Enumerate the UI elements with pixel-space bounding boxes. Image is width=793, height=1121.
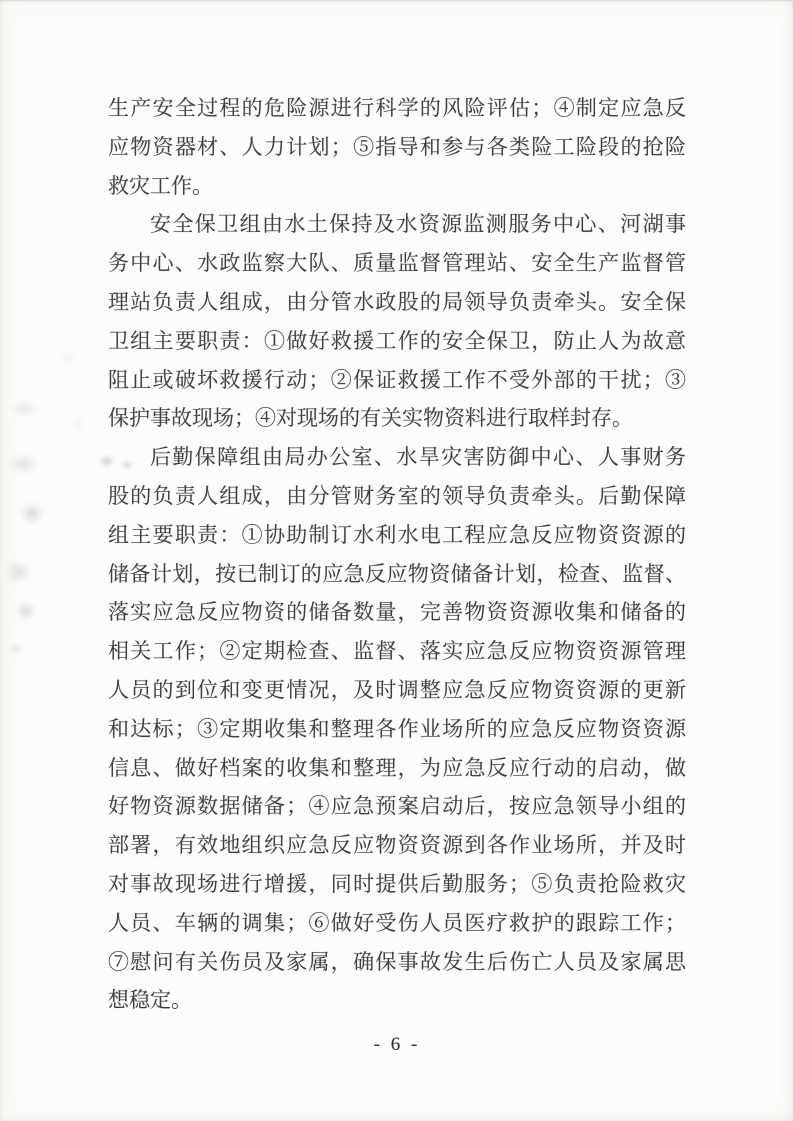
text-line: 卫组主要职责：①做好救援工作的安全保卫，防止人为故意 <box>108 328 686 353</box>
scan-smudge <box>70 418 86 430</box>
text-line: 储备计划，按已制订的应急反应物资储备计划，检查、监督、 <box>108 561 686 586</box>
text-line: 安全保卫组由水土保持及水资源监测服务中心、河湖事 <box>150 212 686 237</box>
scan-smudge <box>0 554 36 590</box>
text-line: 和达标；③定期收集和整理各作业场所的应急反应物资资源 <box>108 716 686 741</box>
scan-smudge <box>12 598 40 624</box>
scan-smudge <box>6 398 42 420</box>
text-line: 务中心、水政监察大队、质量监督管理站、安全生产监督管 <box>108 251 686 276</box>
scan-edge <box>0 0 793 2</box>
text-line: 生产安全过程的危险源进行科学的风险评估；④制定应急反 <box>108 96 686 120</box>
scan-smudge <box>16 498 48 528</box>
text-line: 后勤保障组由局办公室、水旱灾害防御中心、人事财务 <box>150 445 686 470</box>
text-line: ⑦慰问有关伤员及家属，确保事故发生后伤亡人员及家属思 <box>108 949 686 974</box>
scan-smudge <box>58 352 78 366</box>
text-line: 想稳定。 <box>108 988 192 1013</box>
page-number: - 6 - <box>373 1034 421 1055</box>
text-line: 理站负责人组成，由分管水政股的局领导负责牵头。安全保 <box>108 289 686 314</box>
text-line: 人员、车辆的调集；⑥做好受伤人员医疗救护的跟踪工作； <box>108 910 686 935</box>
text-line: 人员的到位和变更情况，及时调整应急反应物资资源的更新 <box>108 677 686 702</box>
text-line: 组主要职责：①协助制订水利水电工程应急反应物资资源的 <box>108 522 686 547</box>
scan-smudge <box>4 640 28 658</box>
scan-smudge <box>2 450 44 478</box>
text-line: 保护事故现场；④对现场的有关实物资料进行取样封存。 <box>108 406 633 431</box>
document-body <box>108 89 686 1020</box>
text-line: 对事故现场进行增援，同时提供后勤服务；⑤负责抢险救灾 <box>108 871 686 896</box>
text-line: 信息、做好档案的收集和整理，为应急反应行动的启动，做 <box>108 755 686 780</box>
text-line: 落实应急反应物资的储备数量，完善物资资源收集和储备的 <box>108 600 686 625</box>
text-line: 应物资器材、人力计划；⑤指导和参与各类险工险段的抢险 <box>108 134 686 159</box>
text-line: 股的负责人组成，由分管财务室的领导负责牵头。后勤保障 <box>108 483 686 508</box>
text-line: 部署，有效地组织应急反应物资资源到各作业场所，并及时 <box>108 833 686 858</box>
text-line: 救灾工作。 <box>108 173 213 198</box>
text-line: 阻止或破坏救援行动；②保证救援工作不受外部的干扰；③ <box>108 367 686 392</box>
text-line: 好物资源数据储备；④应急预案启动后，按应急领导小组的 <box>108 794 686 819</box>
text-line: 相关工作；②定期检查、监督、落实应急反应物资资源管理 <box>108 639 686 664</box>
